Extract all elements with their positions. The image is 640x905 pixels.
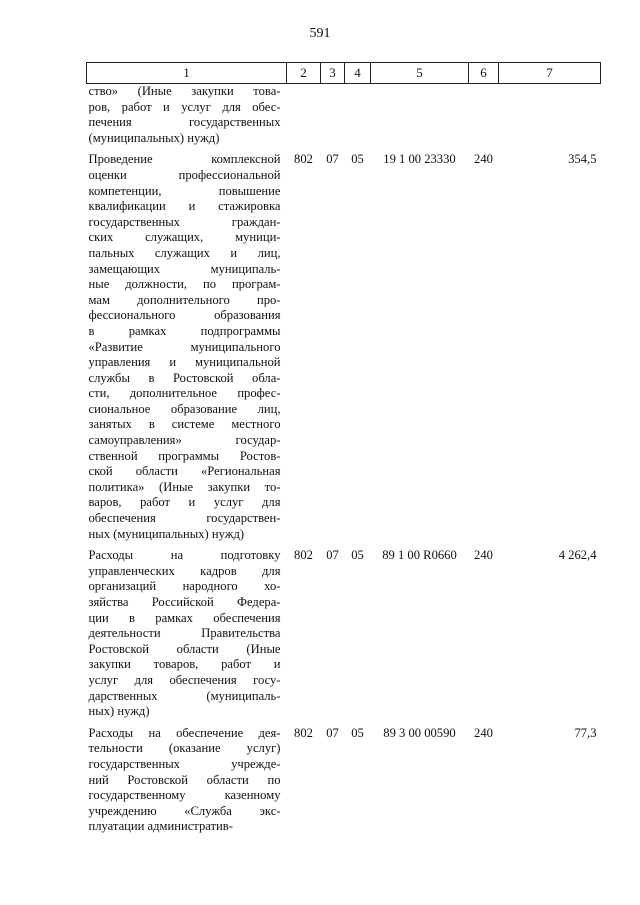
amount-value: 77,3: [574, 725, 597, 740]
description-line: организаций народного хо-: [88, 579, 281, 594]
description-line: политика» (Иные закупки то-: [88, 479, 281, 494]
header-col-5: 5: [371, 63, 469, 84]
ministry-code: [287, 84, 321, 147]
description-line: управления и муниципальной: [88, 355, 281, 370]
description-line: печения государственных: [88, 115, 281, 130]
description-line: Ростовской области (Иные: [88, 641, 281, 656]
description-line: ров, работ и услуг для обес-: [88, 99, 281, 114]
description-line: государственному казенному: [88, 788, 281, 803]
description-line: зяйства Российской Федера-: [88, 595, 281, 609]
description-line: ских служащих, муници-: [88, 230, 281, 245]
section-code: 07: [326, 548, 339, 563]
description-line: ции в рамках обеспечения: [88, 610, 281, 625]
amount-value: 4 262,4: [558, 548, 597, 563]
expense-type-code: 240: [474, 152, 493, 167]
description-line: в рамках подпрограммы: [88, 323, 281, 338]
expense-type-code: 240: [474, 725, 493, 740]
subsection-code: 05: [351, 152, 364, 167]
description-line: (муниципальных) нужд): [88, 130, 220, 145]
table-header: [87, 63, 601, 84]
description-line: управленческих кадров для: [88, 563, 281, 578]
target-article-code: 89 1 00 R0660: [382, 548, 457, 563]
description-line: ные должности, по програм-: [88, 277, 281, 292]
table-row: [87, 720, 601, 835]
description-line: учреждению «Служба экс-: [88, 803, 281, 818]
row-description: [87, 720, 287, 835]
subsection-code: 05: [351, 548, 364, 563]
row-description: [87, 542, 287, 720]
row-description: [87, 84, 287, 147]
description-line: «Развитие муниципального: [88, 339, 281, 354]
section-code: [321, 84, 345, 147]
subsection-code: 05: [351, 725, 364, 740]
description-line: ных (муниципальных) нужд): [88, 526, 245, 541]
description-line: ственной программы Ростов-: [88, 448, 281, 463]
section-code: 07: [326, 152, 339, 167]
header-col-4: 4: [345, 63, 371, 84]
description-line: квалификации и стажировка: [88, 199, 281, 214]
header-col-6: 6: [469, 63, 499, 84]
target-article-code: 89 3 00 00590: [383, 725, 456, 740]
table-body: [87, 84, 601, 835]
description-line: государственных граждан-: [88, 214, 281, 229]
description-line: услуг для обеспечения госу-: [88, 672, 281, 687]
table-row: [87, 146, 601, 542]
description-line: Проведение комплексной: [88, 152, 281, 167]
ministry-code: 802: [294, 152, 313, 167]
header-col-7: 7: [499, 63, 601, 84]
description-line: тельности (оказание услуг): [88, 741, 281, 756]
ministry-code: 802: [294, 548, 313, 563]
description-line: Расходы на обеспечение дея-: [88, 725, 281, 740]
description-line: ство» (Иные закупки това-: [88, 84, 281, 98]
expense-type-code: 240: [474, 548, 493, 563]
section-code: 07: [326, 725, 339, 740]
header-col-2: 2: [287, 63, 321, 84]
description-line: дарственных (муниципаль-: [88, 688, 281, 703]
description-line: государственных учрежде-: [88, 756, 281, 771]
description-line: замещающих муниципаль-: [88, 261, 281, 276]
ministry-code: 802: [294, 725, 313, 740]
description-line: службы в Ростовской обла-: [88, 370, 281, 385]
description-line: закупки товаров, работ и: [88, 657, 281, 672]
table-row: [87, 542, 601, 720]
subsection-code: [345, 84, 371, 147]
description-line: ных) нужд): [88, 704, 150, 719]
description-line: плуатации административ-: [88, 819, 233, 834]
description-line: компетенции, повышение: [88, 183, 281, 198]
description-line: деятельности Правительства: [88, 626, 281, 641]
target-article-code: [371, 84, 469, 147]
amount-value: [499, 84, 601, 147]
target-article-code: 19 1 00 23330: [383, 152, 456, 167]
description-line: занятых в системе местного: [88, 417, 281, 432]
header-col-3: 3: [321, 63, 345, 84]
table-row: [87, 84, 601, 147]
description-line: обеспечения государствен-: [88, 511, 281, 526]
description-line: ний Ростовской области по: [88, 772, 281, 787]
amount-value: 354,5: [568, 152, 597, 167]
budget-table: [86, 62, 601, 835]
description-line: оценки профессиональной: [88, 167, 281, 182]
header-row: [87, 63, 601, 84]
description-line: сиональное образование лиц,: [88, 401, 281, 416]
description-line: сти, дополнительное профес-: [88, 386, 281, 401]
expense-type-code: [469, 84, 499, 147]
description-line: самоуправления» государ-: [88, 433, 281, 448]
description-line: пальных служащих и лиц,: [88, 245, 281, 260]
description-line: мам дополнительного про-: [88, 292, 281, 307]
description-line: ской области «Региональная: [88, 464, 281, 479]
page-number: 591: [309, 26, 331, 41]
description-line: фессионального образования: [88, 308, 281, 323]
description-line: Расходы на подготовку: [88, 548, 281, 563]
row-description: [87, 146, 287, 542]
header-col-1: 1: [87, 63, 287, 84]
description-line: варов, работ и услуг для: [88, 495, 281, 510]
